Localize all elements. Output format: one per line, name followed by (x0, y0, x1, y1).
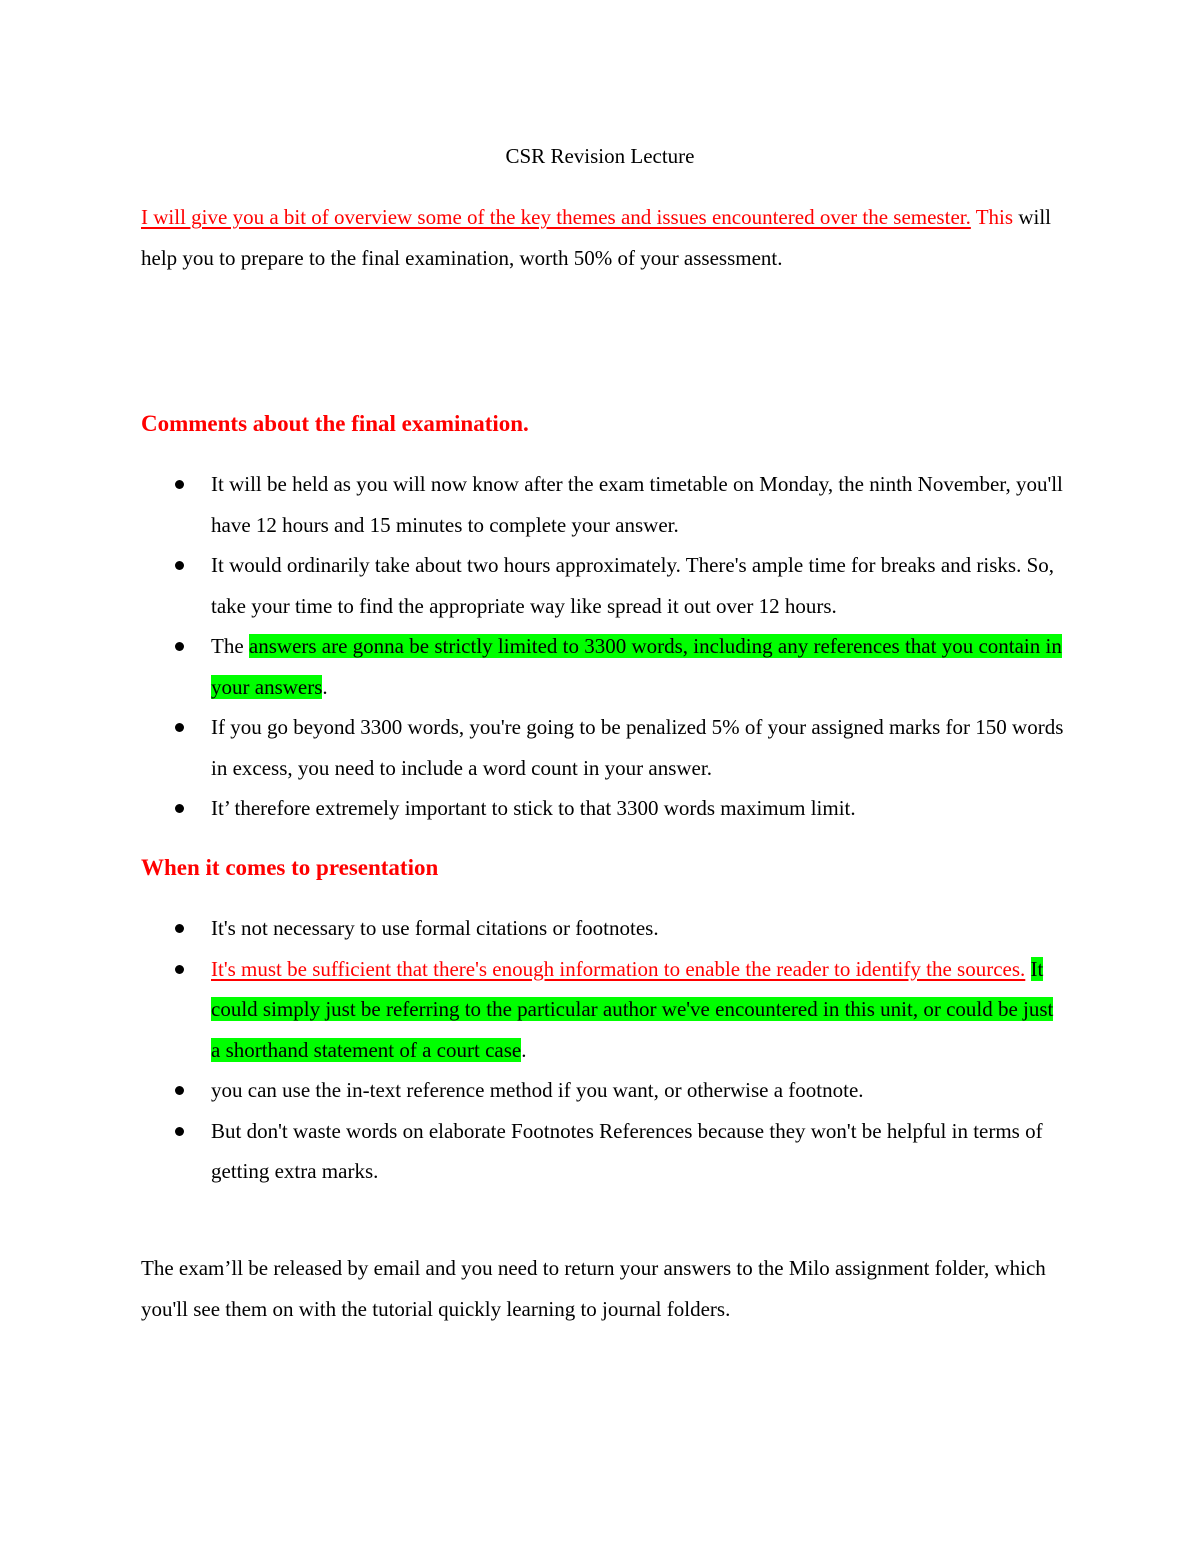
list-item-space (1025, 957, 1030, 981)
bullet-icon (175, 804, 184, 813)
list-item (141, 949, 1066, 1071)
bullet-icon (175, 965, 184, 974)
bullet-icon (175, 1127, 184, 1136)
closing-paragraph: The exam’ll be released by email and you need to return your answers to the Milo assignment folder, which you'll see them on with the tutorial quickly learning to journal folders. (141, 1256, 1046, 1321)
document-title: CSR Revision Lecture (505, 144, 695, 168)
list-item-text-post: . (521, 1037, 527, 1062)
list-item-text: you can use the in-text reference method if you want, or otherwise a footnote. (211, 1078, 864, 1102)
list-item (141, 707, 1066, 788)
intro-red-underlined: I will give you a bit of overview some of the key themes and issues encountered over the semester. (141, 205, 971, 229)
red-underlined-text: It's must be sufficient that there's enough information to enable the reader to identify the sources. (211, 956, 1026, 981)
intro-paragraph (141, 197, 1066, 279)
list-item (141, 788, 1066, 829)
final-exam-bullet-list (141, 464, 1066, 829)
list-item-text-post: . (322, 674, 328, 699)
list-item-text: It’ therefore extremely important to stick to that 3300 words maximum limit. (211, 796, 856, 820)
bullet-icon (175, 642, 184, 651)
list-item (141, 464, 1066, 545)
section-heading-presentation: When it comes to presentation (141, 855, 439, 880)
bullet-icon (175, 480, 184, 489)
bullet-icon (175, 723, 184, 732)
list-item (141, 908, 1066, 949)
list-item (141, 626, 1066, 707)
list-item-text: But don't waste words on elaborate Footnotes References because they won't be helpful in terms of getting extra marks. (211, 1118, 1043, 1183)
list-item-text: It's not necessary to use formal citations or footnotes. (211, 916, 659, 940)
intro-red-word: This (975, 205, 1014, 229)
bullet-icon (175, 924, 184, 933)
presentation-bullet-list (141, 908, 1066, 1192)
list-item-text: It will be held as you will now know after the exam timetable on Monday, the ninth November, you'll have 12 hours and 15 minutes to complete your answer. (211, 472, 1063, 537)
list-item-text: If you go beyond 3300 words, you're going to be penalized 5% of your assigned marks for 150 words in excess, you need to include a word count in your answer. (211, 715, 1064, 780)
highlighted-text: It could simply just be referring to the particular author we've encountered in this unit, or could be just a shorthand statement of a court case (211, 956, 1054, 1062)
list-item (141, 1070, 1066, 1111)
bullet-icon (175, 561, 184, 570)
section-heading-final-exam: Comments about the final examination. (141, 411, 529, 436)
bullet-icon (175, 1086, 184, 1095)
highlighted-text: answers are gonna be strictly limited to 3300 words, including any references that you contain in your answers (211, 634, 1062, 699)
list-item (141, 1111, 1066, 1192)
list-item (141, 545, 1066, 626)
list-item-text: It would ordinarily take about two hours approximately. There's ample time for breaks and risks. So, take your time to find the appropriate way like spread it out over 12 hours. (211, 553, 1055, 618)
intro-text: will help you to prepare to the final examination, worth 50% of your assessment. (141, 205, 1051, 270)
list-item-text-pre: The (211, 634, 249, 658)
